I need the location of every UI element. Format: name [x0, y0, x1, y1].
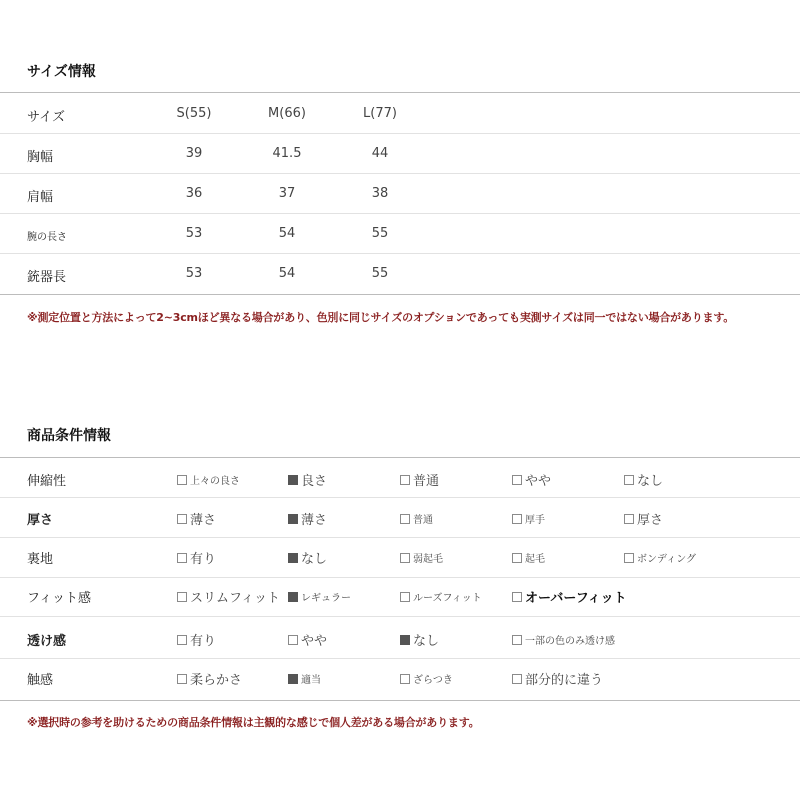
checkbox — [177, 514, 187, 524]
condition-option-label: 一部の色のみ透け感 — [525, 636, 615, 647]
condition-option-label: ルーズフィット — [413, 593, 482, 604]
condition-option-label: 厚さ — [637, 513, 664, 528]
size-cell: 55 — [371, 226, 389, 241]
condition-option — [512, 632, 615, 647]
condition-option — [288, 470, 327, 489]
checked-checkbox — [288, 553, 298, 563]
condition-option — [177, 587, 280, 606]
condition-option-label: 厚手 — [525, 515, 545, 526]
condition-option — [288, 589, 351, 604]
condition-option-label: 有り — [190, 552, 217, 567]
condition-row-label: 厚さ — [27, 513, 54, 528]
size-cell: 41.5 — [272, 146, 302, 161]
divider — [0, 294, 800, 295]
checkbox — [400, 592, 410, 602]
size-row-label: 銃器長 — [27, 270, 67, 285]
divider — [0, 616, 800, 617]
checkbox — [400, 475, 410, 485]
condition-option-label: 良さ — [301, 474, 328, 489]
checkbox — [624, 553, 634, 563]
condition-option-label: 起毛 — [525, 554, 545, 565]
size-cell: 39 — [185, 146, 203, 161]
condition-option — [177, 669, 242, 688]
condition-option-label: 柔らかさ — [190, 673, 243, 688]
condition-option-label: オーバーフィット — [525, 591, 627, 606]
condition-option — [400, 550, 443, 565]
condition-option-label: なし — [301, 552, 328, 567]
checkbox — [512, 635, 522, 645]
checkbox — [624, 475, 634, 485]
condition-row-label: 裏地 — [27, 552, 54, 567]
condition-option — [624, 550, 696, 565]
size-cell: 54 — [278, 266, 296, 281]
condition-option — [512, 587, 627, 606]
divider — [0, 497, 800, 498]
condition-option-label: 薄さ — [190, 513, 217, 528]
size-cell: 53 — [185, 266, 203, 281]
condition-option-label: ボンディング — [637, 554, 696, 565]
condition-option-label: やや — [301, 634, 328, 649]
condition-row-label: 触感 — [27, 673, 54, 688]
checkbox — [177, 553, 187, 563]
condition-option-label: 有り — [190, 634, 217, 649]
condition-option — [288, 630, 327, 649]
checkbox — [288, 635, 298, 645]
condition-option — [400, 511, 433, 526]
condition-option — [400, 630, 439, 649]
size-header-label: サイズ — [27, 110, 65, 125]
condition-option-label: 弱起毛 — [413, 554, 443, 565]
checked-checkbox — [288, 514, 298, 524]
divider — [0, 537, 800, 538]
condition-option — [512, 550, 545, 565]
divider — [0, 173, 800, 174]
checkbox — [512, 674, 522, 684]
divider — [0, 92, 800, 93]
size-cell: 53 — [185, 226, 203, 241]
checkbox — [624, 514, 634, 524]
size-header-col: L(77) — [363, 106, 397, 121]
size-cell: 54 — [278, 226, 296, 241]
divider — [0, 700, 800, 701]
divider — [0, 213, 800, 214]
condition-row-label: 透け感 — [27, 634, 67, 649]
condition-option — [177, 472, 240, 487]
size-note: ※測定位置と方法によって2~3cmほど異なる場合があり、色別に同じサイズのオプションであっても実測サイズは同一ではない場合があります。 — [27, 311, 735, 324]
checkbox — [177, 475, 187, 485]
size-header-col: M(66) — [268, 106, 306, 121]
checkbox — [400, 514, 410, 524]
divider — [0, 577, 800, 578]
condition-option-label: 適当 — [301, 675, 321, 686]
size-row-label: 胸幅 — [27, 150, 54, 165]
condition-option-label: なし — [413, 634, 440, 649]
checked-checkbox — [288, 674, 298, 684]
checked-checkbox — [400, 635, 410, 645]
checkbox — [512, 592, 522, 602]
size-cell: 44 — [371, 146, 389, 161]
condition-option — [624, 509, 663, 528]
condition-option-label: 普通 — [413, 474, 440, 489]
condition-option-label: レギュラー — [301, 593, 351, 604]
checkbox — [400, 674, 410, 684]
condition-option — [400, 671, 453, 686]
condition-option-label: 部分的に違う — [525, 673, 604, 688]
condition-option — [400, 589, 482, 604]
size-row-label: 肩幅 — [27, 190, 54, 205]
checked-checkbox — [288, 592, 298, 602]
condition-option-label: ざらつき — [413, 675, 453, 686]
divider — [0, 133, 800, 134]
checkbox — [512, 553, 522, 563]
condition-option — [512, 470, 551, 489]
condition-option-label: 薄さ — [301, 513, 328, 528]
size-cell: 38 — [371, 186, 389, 201]
condition-option-label: スリムフィット — [190, 591, 280, 606]
condition-row-label: 伸縮性 — [27, 474, 67, 489]
divider — [0, 658, 800, 659]
checked-checkbox — [288, 475, 298, 485]
condition-option-label: 上々の良さ — [190, 476, 240, 487]
condition-option-label: なし — [637, 474, 664, 489]
size-cell: 55 — [371, 266, 389, 281]
condition-option — [512, 511, 545, 526]
condition-option — [177, 509, 216, 528]
divider — [0, 457, 800, 458]
checkbox — [512, 514, 522, 524]
condition-option — [288, 671, 321, 686]
condition-option — [624, 470, 663, 489]
condition-option — [177, 548, 216, 567]
divider — [0, 253, 800, 254]
checkbox — [400, 553, 410, 563]
checkbox — [177, 635, 187, 645]
condition-option — [512, 669, 603, 688]
size-row-label: 腕の長さ — [27, 232, 67, 243]
condition-note: ※選択時の参考を助けるための商品条件情報は主観的な感じで個人差がある場合があります。 — [27, 716, 480, 729]
condition-option-label: 普通 — [413, 515, 433, 526]
condition-option — [177, 630, 216, 649]
size-cell: 37 — [278, 186, 296, 201]
checkbox — [177, 592, 187, 602]
size-cell: 36 — [185, 186, 203, 201]
condition-section-title: 商品条件情報 — [27, 428, 111, 444]
condition-option — [288, 548, 327, 567]
condition-option — [400, 470, 439, 489]
condition-option-label: やや — [525, 474, 552, 489]
condition-row-label: フィット感 — [27, 591, 91, 606]
checkbox — [512, 475, 522, 485]
size-header-col: S(55) — [176, 106, 212, 121]
condition-option — [288, 509, 327, 528]
checkbox — [177, 674, 187, 684]
size-section-title: サイズ情報 — [27, 64, 96, 80]
